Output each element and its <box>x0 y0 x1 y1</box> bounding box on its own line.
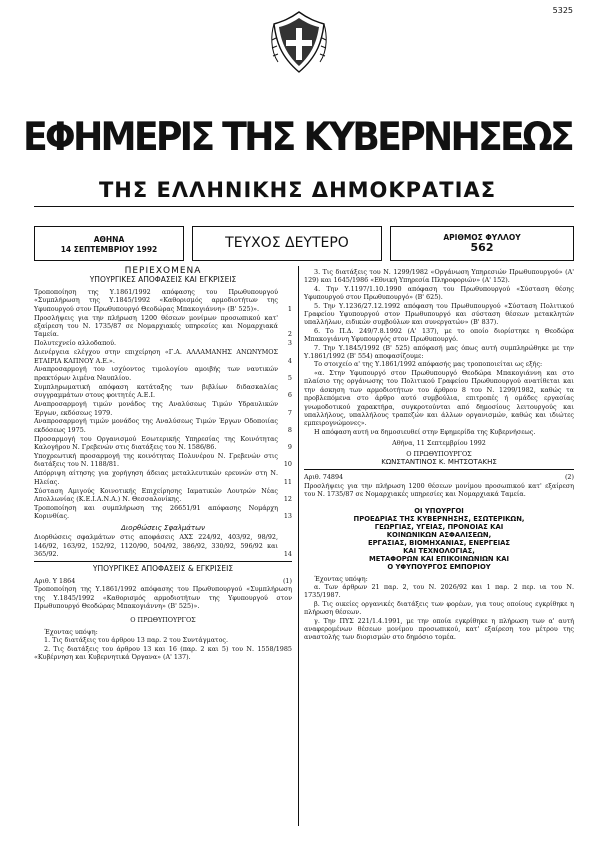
toc-entry-text: Αναπροσαρμογή τιμών μονάδος της Αναλύσεως Τιμών Υδραυλικών Έργων, εκδόσεως 1979. <box>34 400 278 417</box>
toc-entry-text: Πολυτεχνείο αλλοδαπού. <box>34 339 117 348</box>
toc-entry-text: Συμπληρωματική απόφαση κατάταξης των βιβλίων διδασκαλίας συγγραμμάτων στους φοιτητές Α.Ε.Ι. <box>34 382 278 400</box>
contents-title: ΠΕΡΙΕΧΟΜΕΝΑ <box>124 266 202 276</box>
decision-paragraph: 6. Το Π.Δ. 249/7.8.1992 (Α' 137), με το οποίο διορίστηκε η Θεοδώρα Μπακογιάννη Υφυπουργός στον Πρωθυπουργό. <box>304 326 574 344</box>
section-title: ΥΠΟΥΡΓΙΚΕΣ ΑΠΟΦΑΣΕΙΣ & ΕΓΚΡΙΣΕΙΣ <box>92 564 234 574</box>
ministers-line: ΕΡΓΑΣΙΑΣ, ΒΙΟΜΗΧΑΝΙΑΣ, ΕΝΕΡΓΕΙΑΣ <box>367 538 511 547</box>
toc-entry-page: 7 <box>287 408 292 417</box>
toc-entry[interactable] <box>34 383 292 400</box>
toc-entry[interactable] <box>34 365 292 382</box>
table-of-contents <box>34 288 292 521</box>
toc-entry-page: 5 <box>287 373 292 382</box>
section-rule <box>34 561 292 562</box>
gazette-title: ΕΦΗΜΕΡΙΣ ΤΗΣ ΚΥΒΕΡΝΗΣΕΩΣ <box>22 115 573 160</box>
decision2-summary: Προσλήψεις για την πλήρωση 1200 θέσεων μονίμου προσωπικού κατ' εξαίρεση του Ν. 1735/87 σε Νομαρχιακές υπηρεσίες και Νομαρχιακά Ταμεία. <box>304 481 574 499</box>
signer-role: Ο ΠΡΩΘΥΠΟΥΡΓΟΣ <box>406 449 472 458</box>
toc-entry-text: Αναπροσαρμογή τιμών μονάδος της Αναλύσεως Τιμών Έργων Οδοποιίας εκδόσεως 1975. <box>34 417 278 434</box>
toc-entry-page: 13 <box>283 512 292 521</box>
page-number: 5325 <box>552 6 573 15</box>
sheet-box <box>390 226 574 261</box>
ministers-line: ΚΟΙΝΩΝΙΚΩΝ ΑΣΦΑΛΙΣΕΩΝ, <box>386 530 492 539</box>
toc-entry-page: 8 <box>287 425 292 434</box>
contents-subtitle: ΥΠΟΥΡΓΙΚΕΣ ΑΠΟΦΑΣΕΙΣ ΚΑΙ ΕΓΚΡΙΣΕΙΣ <box>89 275 237 285</box>
toc-entry[interactable] <box>34 288 292 313</box>
toc-entry-text: Διενέργεια ελέγχου στην επιχείρηση «Γ.Α. ΑΛΛΑΜΑΝΗΣ ΑΝΩΝΥΜΟΣ ΕΤΑΙΡΙΑ ΚΑΠΝΟΥ Α.Ε.». <box>34 348 278 365</box>
toc-entry[interactable] <box>34 314 292 339</box>
column-divider <box>298 266 299 826</box>
right-column <box>304 268 574 642</box>
ministers-line: ΟΙ ΥΠΟΥΡΓΟΙ <box>414 506 464 515</box>
consideration-paragraph: α. Των άρθρων 21 παρ. 2, του Ν. 2026/92 και 1 παρ. 2 περ. ια του Ν. 1735/1987. <box>304 582 574 600</box>
toc-entry-page: 1 <box>287 304 292 313</box>
ministers-line: ΓΕΩΡΓΙΑΣ, ΥΓΕΙΑΣ, ΠΡΟΝΟΙΑΣ ΚΑΙ <box>374 522 504 531</box>
signer-name: ΚΩΝΣΤΑΝΤΙΝΟΣ Κ. ΜΗΤΣΟΤΑΚΗΣ <box>381 457 497 466</box>
consideration-paragraph: 2. Τις διατάξεις του άρθρου 13 και 16 (παρ. 2 και 5) του Ν. 1558/1985 «Κυβέρνηση και Κυβερνητικά Όργανα» (Α' 137). <box>34 644 292 662</box>
toc-entry[interactable] <box>34 504 292 521</box>
consideration-paragraph: γ. Την ΠΥΣ 221/1.4.1991, με την οποία εγκρίθηκε η πλήρωση των α' αυτή αναφερομένων θέσεων μονίμου προσωπικού, κατ' εξαίρεση του μέτρου της αναστολής των διορισμών στο δημόσιο τομέα. <box>304 616 574 642</box>
header-rule <box>34 206 574 207</box>
authority-heading: Ο ΠΡΩΘΥΠΟΥΡΓΟΣ <box>130 616 196 625</box>
errata-text: Διορθώσεις σφαλμάτων στις αποφάσεις ΑΧΣ 224/92, 403/92, 98/92, 146/92, 163/92, 152/92, 1120/90, 504/92, 386/92, 330/92, 596/92 και 365/92. <box>34 533 278 558</box>
consideration-paragraph: 1. Τις διατάξεις του άρθρου 13 παρ. 2 του Συντάγματος. <box>44 636 229 645</box>
city: ΑΘΗΝΑ <box>93 235 125 244</box>
toc-entry[interactable] <box>34 348 292 365</box>
toc-entry-text: Τροποποίηση και συμπλήρωση της 26651/91 απόφασης Νομάρχη Κορινθίας. <box>34 503 278 521</box>
decision-paragraph: 3. Τις διατάξεις του Ν. 1299/1982 «Οργάνωση Υπηρεσιών Πρωθυπουργού» (Α' 129) και 1645/1986 «Εθνική Υπηρεσία Πληροφοριών» (Α' 152). <box>304 268 574 285</box>
having-regard-2: Έχοντας υπόψη: <box>314 574 368 583</box>
consideration-paragraph: β. Τις οικείες οργανικές διατάξεις των φορέων, για τους οποίους εγκρίθηκε η πλήρωση θέσεων. <box>304 599 574 617</box>
toc-entry[interactable] <box>34 400 292 417</box>
toc-entry-text: Προσαρμογή του Οργανισμού Εσωτερικής Υπηρεσίας της Κοινότητας Καλογήρου Ν. Γρεβενών στις διατάξεις του Ν. 1586/86. <box>34 434 278 452</box>
decision-header <box>34 577 292 585</box>
decision2-index: (2) <box>564 473 574 482</box>
left-column <box>34 267 292 661</box>
toc-entry-page: 6 <box>287 391 292 400</box>
issue-label: ΤΕΥΧΟΣ ΔΕΥΤΕΡΟ <box>225 235 349 251</box>
decision-number: Αριθ. Υ 1864 <box>34 576 76 585</box>
decision-paragraph: 5. Την Υ.1236/27.12.1992 απόφαση του Πρωθυπουργού «Σύσταση Πολιτικού Γραφείου Υφυπουργού στον Πρωθυπουργό και σύσταση θέσεων μετακλητών υπαλλήλων, ειδικών συμβούλων και συνεργατών» (Β' 837). <box>304 301 574 327</box>
decision2-body <box>304 583 574 642</box>
decision-paragraph: «α. Στην Υφυπουργό στον Πρωθυπουργό Θεοδώρα Μπακογιάννη και στο πλαίσιο της οργάνωσης του Πολιτικού Γραφείου Πρωθυπουργού ανατίθεται και την άσκηση των αρμοδιοτήτων του άρθρου 8 του Ν. 1299/1982, καθώς τα προβλεπόμενα στο άρθρο αυτό συμβούλια, επιτροπές ή ομάδες εργασίας γνωμοδοτικού χαρακτήρα, συγκροτούνται από δημοσίους λειτουργούς και υπαλλήλους, υπαλλήλους τραπεζών και άλλων οργανισμών, καθώς και ιδιώτες εμπειρογνώμονες». <box>304 368 574 428</box>
ministers-line: Ο ΥΦΥΠΟΥΡΓΟΣ ΕΜΠΟΡΙΟΥ <box>387 562 491 571</box>
decision2-number: Αριθ. 74894 <box>304 473 344 482</box>
toc-entry-page: 12 <box>283 495 292 504</box>
greek-coat-of-arms-icon <box>268 10 330 76</box>
toc-entry-text: Προσλήψεις για την πλήρωση 1200 θέσεων μονίμων προσωπικού κατ' εξαίρεση του Ν. 1735/87 σε Νομαρχιακές υπηρεσίες και Νομαρχιακά Ταμεία. <box>34 313 278 339</box>
errata-title: Διορθώσεις Σφαλμάτων <box>121 523 205 532</box>
decision-index: (1) <box>282 576 292 585</box>
decision-summary: Τροποποίηση της Υ.1861/1992 απόφασης του Πρωθυπουργού «Συμπλήρωση της Υ.1845/1992 «Καθορισμός αρμοδιοτήτων της Υφυπουργού στον Πρωθυπουργό Θεοδώρας Μπακογιάννη» (Β' 525)». <box>34 585 292 611</box>
date-box <box>34 226 184 261</box>
ministers-line: ΚΑΙ ΤΕΧΝΟΛΟΓΙΑΣ, <box>403 546 475 555</box>
having-regard: Έχοντας υπόψη: <box>44 627 98 636</box>
toc-entry-page: 10 <box>283 460 292 469</box>
decision-rule <box>304 469 574 470</box>
toc-entry-page: 2 <box>287 330 292 339</box>
sheet-label: ΑΡΙΘΜΟΣ ΦΥΛΛΟΥ <box>443 233 521 242</box>
decision-paragraph: 7. Την Υ.1845/1992 (Β' 525) απόφασή μας όπως αυτή συμπληρώθηκε με την Υ.1861/1992 (Β' 554) αποφασίζουμε: <box>304 343 574 361</box>
decision2-header <box>304 473 574 481</box>
errata-page: 14 <box>283 550 292 558</box>
toc-entry-text: Τροποποίηση της Υ.1861/1992 απόφασης του Πρωθυπουργού «Συμπλήρωση της Υ.1845/1992 «Καθορισμός αρμοδιοτήτων της Υφυπουργού στον Πρωθυπουργό Θεοδώρας Μπακογιάννη» (Β' 525)». <box>34 287 278 313</box>
toc-entry[interactable] <box>34 339 292 347</box>
considerations-list <box>34 636 292 661</box>
decision-paragraph: 4. Την Υ.1197/1.10.1990 απόφαση του Πρωθυπουργού «Σύσταση θέσης Υφυπουργού στον Πρωθυπουργό» (Β' 625). <box>304 284 574 302</box>
issue-box <box>192 226 382 261</box>
decision-paragraph: Το στοιχείο α' της Υ.1861/1992 απόφασής μας τροποποιείται ως εξής: <box>314 360 543 369</box>
ministers-line: ΜΕΤΑΦΟΡΩΝ ΚΑΙ ΕΠΙΚΟΙΝΩΝΙΩΝ ΚΑΙ <box>368 554 510 563</box>
sheet-number: 562 <box>470 241 494 254</box>
toc-entry[interactable] <box>34 452 292 469</box>
toc-entry-text: Υποχρεωτική προσαρμογή της κοινότητας Πολυνέρου Ν. Γρεβενών στις διατάξεις του Ν. 1188/81. <box>34 452 278 469</box>
toc-entry-page: 3 <box>287 339 292 348</box>
ministers-heading <box>304 507 574 571</box>
gazette-subtitle: ΤΗΣ ΕΛΛΗΝΙΚΗΣ ΔΗΜΟΚΡΑΤΙΑΣ <box>98 178 497 202</box>
toc-entry-page: 9 <box>287 443 292 452</box>
sign-date: Αθήνα, 11 Σεπτεμβρίου 1992 <box>392 439 486 448</box>
errata-entry[interactable] <box>34 533 292 558</box>
decision-paragraph: Η απόφαση αυτή να δημοσιευθεί στην Εφημερίδα της Κυβερνήσεως. <box>314 427 536 436</box>
toc-entry-text: Απόρριψη αίτησης για χορήγηση άδειας μεταλλευτικών ερευνών στη Ν. Ηλείας. <box>34 469 278 486</box>
toc-entry-text: Αναπροσαρμογή του ισχύοντος τιμολογίου αμοιβής των ναυτικών πρακτόρων λιμένα Ναυπλίου. <box>34 365 278 382</box>
toc-entry[interactable] <box>34 487 292 504</box>
ministers-line: ΠΡΟΕΔΡΙΑΣ ΤΗΣ ΚΥΒΕΡΝΗΣΗΣ, ΕΣΩΤΕΡΙΚΩΝ, <box>353 514 525 523</box>
decision-body <box>304 268 574 436</box>
toc-entry[interactable] <box>34 435 292 452</box>
toc-entry[interactable] <box>34 417 292 434</box>
toc-entry-text: Σύσταση Αμιγούς Κοινοτικής Επιχείρησης Ιαματικών Λουτρών Νέας Απολλωνίας (Κ.Ε.Ι.Α.Ν.Α.) Ν. Θεσσαλονίκης. <box>34 486 278 504</box>
toc-entry[interactable] <box>34 469 292 486</box>
publication-date: 14 ΣΕΠΤΕΜΒΡΙΟΥ 1992 <box>60 245 158 254</box>
toc-entry-page: 11 <box>283 477 292 486</box>
toc-entry-page: 4 <box>287 356 292 365</box>
